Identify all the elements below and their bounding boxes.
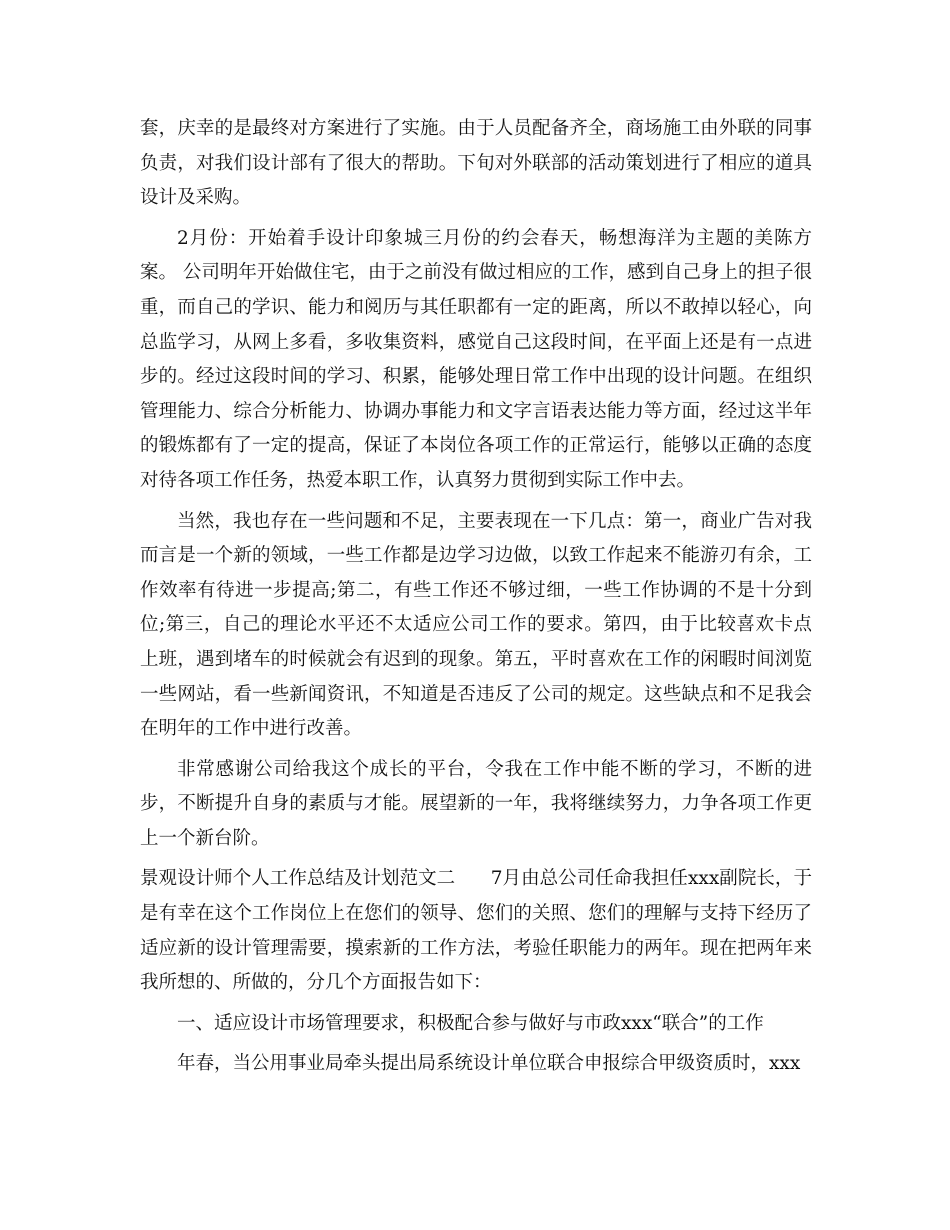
paragraph-2: 2月份：开始着手设计印象城三月份的约会春天，畅想海洋为主题的美陈方案。 公司明年开始做住宅，由于之前没有做过相应的工作，感到自己身上的担子很重，而自己的学识、能力和阅历与其任职都有一定的距离，所以不敢掉以轻心，向总监学习，从网上多看，多收集资料，感觉自己这段时间，在平面上还是有一点进步的。经过这段时间的学习、积累，能够处理日常工作中出现的设计问题。在组织管理能力、综合分析能力、协调办事能力和文字言语表达能力等方面，经过这半年的锻炼都有了一定的提高，保证了本岗位各项工作的正常运行，能够以正确的态度对待各项工作任务，热爱本职工作，认真努力贯彻到实际工作中去。 — [140, 227, 812, 491]
paragraph-6: 一、适应设计市场管理要求，积极配合参与做好与市政xxx“联合”的工作 — [177, 1012, 764, 1034]
paragraph-1: 套，庆幸的是最终对方案进行了实施。由于人员配备齐全，商场施工由外联的同事负责，对我们设计部有了很大的帮助。下旬对外联部的活动策划进行了相应的道具设计及采购。 — [140, 118, 812, 209]
title-gap — [455, 868, 491, 889]
paragraph-5-text: 7月由总公司任命我担任xxx副院长，于是有幸在这个工作岗位上在您们的领导、您们的关照、您们的理解与支持下经历了适应新的设计管理需要，摸索新的工作方法，考验任职能力的两年。现在把两年来我所想的、所做的，分几个方面报告如下： — [140, 868, 812, 994]
paragraph-3: 当然，我也存在一些问题和不足，主要表现在一下几点：第一，商业广告对我而言是一个新的领域，一些工作都是边学习边做，以致工作起来不能游刃有余，工作效率有待进一步提高;第二，有些工作还不够过细，一些工作协调的不是十分到位;第三，自己的理论水平还不太适应公司工作的要求。第四，由于比较喜欢卡点上班，遇到堵车的时候就会有迟到的现象。第五，平时喜欢在工作的闲暇时间浏览一些网站，看一些新闻资讯，不知道是否违反了公司的规定。这些缺点和不足我会在明年的工作中进行改善。 — [140, 510, 812, 740]
document-body — [140, 112, 812, 1082]
section-title: 景观设计师个人工作总结及计划范文二 — [140, 868, 456, 890]
paragraph-4: 非常感谢公司给我这个成长的平台，令我在工作中能不断的学习，不断的进步，不断提升自身的素质与才能。展望新的一年，我将继续努力，力争各项工作更上一个新台阶。 — [140, 758, 812, 849]
paragraph-5 — [140, 862, 812, 1000]
paragraph-7: 年春，当公用事业局牵头提出局系统设计单位联合申报综合甲级资质时，xxx — [177, 1053, 801, 1075]
